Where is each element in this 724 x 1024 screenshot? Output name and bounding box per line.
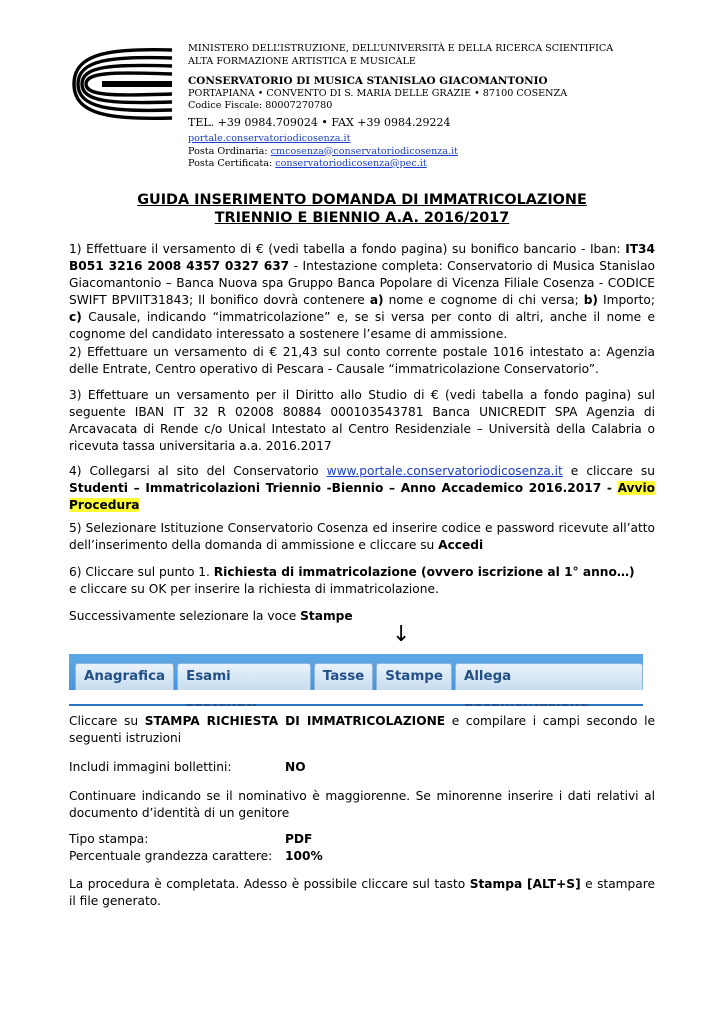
conservatory-name: CONSERVATORIO DI MUSICA STANISLAO GIACOMANTONIO [188,75,548,87]
step-5 [69,520,655,554]
final-instruction [69,876,655,910]
tab-allega-documentazione[interactable]: Allega [455,663,643,690]
ministry-line-1: MINISTERO DELL’ISTRUZIONE, DELL’UNIVERSITÀ E DELLA RICERCA SCIENTIFICA [188,43,614,54]
conservatory-logo [68,44,178,122]
select-stampe-text: Successivamente selezionare la voce [69,609,301,623]
final-text-a: La procedura è completata. Adesso è possibile cliccare sul tasto [69,877,470,891]
step-1-text-b: - Intestazione completa: Conservatorio di Musica Stanislao Giacomantonio – Banca Nuova spa Gruppo Banca Popolare di Vicenza Filiale Cosenza - CODICE SWIFT BPVIIT31843; Il bonifico dovrà contenere [69,259,655,307]
step-1-text-c: nome e cognome di chi versa; [383,293,584,307]
step-1 [69,241,655,343]
tab-anagrafica[interactable]: Anagrafica [75,663,174,690]
select-stampe-instruction [69,608,655,625]
stampe-label: Stampe [300,609,353,623]
print-type-value: PDF [285,832,313,846]
step-4-text-a: 4) Collegarsi al sito del Conservatorio [69,464,327,478]
click-text-a: Cliccare su [69,714,145,728]
letterhead [188,43,708,171]
step-2: 2) Effettuare un versamento di € 21,43 sul conto corrente postale 1016 intestato a: Agenzia delle Entrate, Centro operativo di Pescara - Causale “immatricolazione Conservatorio”. [69,345,655,376]
include-images-row [69,759,306,776]
conservatory-site-link[interactable]: www.portale.conservatoriodicosenza.it [326,464,563,478]
fiscal-code: Codice Fiscale: 80007270780 [188,100,333,111]
tab-tasse[interactable]: Tasse [314,663,373,690]
final-text-b: e stampare il file generato. [69,877,655,908]
avvio-procedura-highlight: Avvio Procedura [69,481,655,512]
continue-instruction: Continuare indicando se il nominativo è maggiorenne. Se minorenne inserire i dati relativi al documento d’identità di un genitore [69,789,655,820]
step-4-text-b: e cliccare su [562,464,655,478]
stampa-shortcut-label: Stampa [ALT+S] [469,877,581,891]
step-5-text: 5) Selezionare Istituzione Conservatorio Cosenza ed inserire codice e password ricevute all’atto dell’inserimento della domanda di ammissione e cliccare su [69,521,655,552]
down-arrow-icon: ↓ [392,622,411,647]
step-1-label-a: a) [369,293,384,307]
font-size-row [69,848,323,865]
stampa-richiesta-label: STAMPA RICHIESTA DI IMMATRICOLAZIONE [144,714,446,728]
title-line-1: GUIDA INSERIMENTO DOMANDA DI IMMATRICOLAZIONE [137,192,587,208]
tab-stampe[interactable]: Stampe [376,663,452,690]
step-1-text-e: Causale, indicando “immatricolazione” e, se si versa per conto di altri, anche il nome e cognome del candidato interessato a sostenere l’esame di ammissione. [69,310,655,341]
ordinary-email-link[interactable]: cmcosenza@conservatoriodicosenza.it [270,145,458,157]
ministry-line-2: ALTA FORMAZIONE ARTISTICA E MUSICALE [188,55,416,67]
step-1-label-c: c) [69,310,82,324]
ordinary-mail-label: Posta Ordinaria: [188,145,268,157]
step-1-text-a: 1) Effettuare il versamento di € (vedi tabella a fondo pagina) su bonifico bancario - Iban: [69,242,626,256]
student-menu-tabbar [69,654,643,706]
portal-link[interactable]: portale.conservatoriodicosenza.it [188,133,351,144]
step-6-text-a: 6) Cliccare sul punto 1. [69,565,214,579]
click-text-b: e compilare i campi secondo le seguenti istruzioni [69,714,655,745]
font-size-value: 100% [285,849,323,863]
font-size-label: Percentuale grandezza carattere: [69,849,273,863]
certified-mail-label: Posta Certificata: [188,158,273,169]
accedi-label: Accedi [438,538,484,552]
print-request-instruction [69,713,655,747]
step-4-path: Studenti – Immatricolazioni Triennio -Biennio – Anno Accademico 2016.2017 - [69,481,618,495]
address: PORTAPIANA • CONVENTO DI S. MARIA DELLE GRAZIE • 87100 COSENZA [188,87,568,99]
include-images-label: Includi immagini bollettini: [69,760,232,774]
certified-email-link[interactable]: conservatoriodicosenza@pec.it [275,158,427,169]
step-3: 3) Effettuare un versamento per il Diritto allo Studio di € (vedi tabella a fondo pagina) sul seguente IBAN IT 32 R 02008 80884 000103543781 Banca UNICREDIT SPA Agenzia di Arcavacata di Rende c/o Unical Intestato al Centro Residenziale – Università della Calabria o ricevuta tassa universitaria a.a. 2016.2017 [69,388,655,453]
include-images-value: NO [285,760,306,774]
step-1-text-d: Importo; [597,293,655,307]
step-1-label-b: b) [583,293,598,307]
tel-fax: TEL. +39 0984.709024 • FAX +39 0984.29224 [188,115,451,129]
step-4 [69,463,655,514]
tab-esami-sostenuti[interactable]: Esami [177,663,311,690]
step-6 [69,564,655,598]
tabbar-strip [69,690,643,704]
print-type-label: Tipo stampa: [69,832,149,846]
step-1-iban: IT34 B051 3216 2008 4357 0327 637 [69,242,655,273]
document-title [0,191,724,227]
step-6-text-b: e cliccare su OK per inserire la richiesta di immatricolazione. [69,582,439,596]
print-type-row [69,831,312,848]
title-line-2: TRIENNIO E BIENNIO A.A. 2016/2017 [214,210,510,226]
step-6-bold: Richiesta di immatricolazione (ovvero iscrizione al 1° anno…) [213,565,635,579]
